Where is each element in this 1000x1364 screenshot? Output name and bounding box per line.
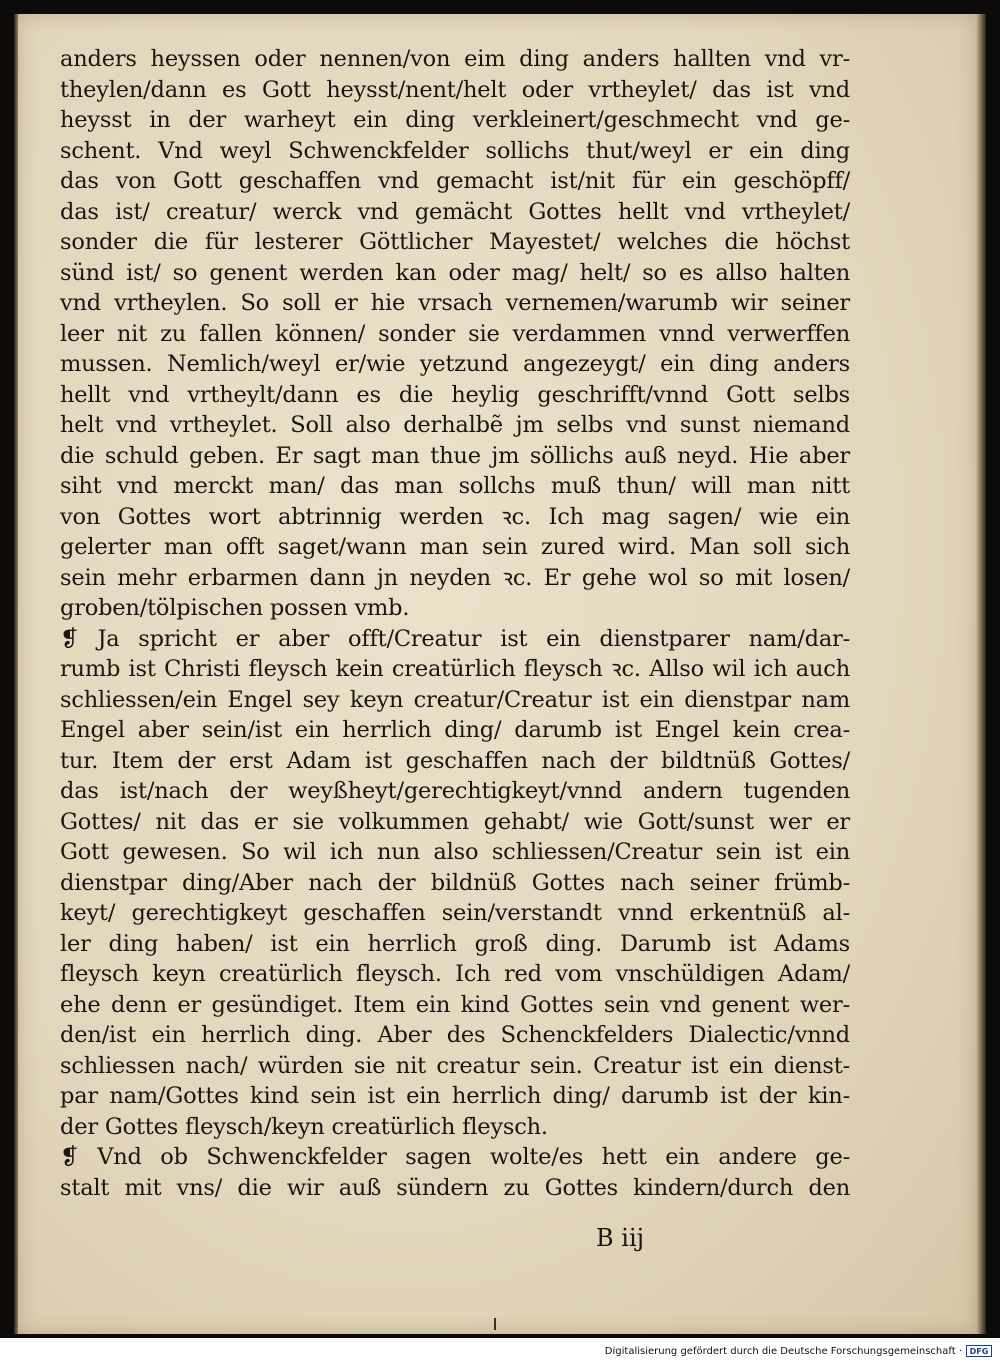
text-line: sonder die für lesterer Göttlicher Mayestet/ welches die höchst bbox=[60, 229, 850, 255]
gutter-mark bbox=[494, 1318, 496, 1330]
text-line: tur. Item der erst Adam ist geschaffen nach der bildtnüß Gottes/ bbox=[60, 747, 850, 774]
text-line: das ist/nach der weyßheyt/gerechtigkeyt/vnnd andern tugenden bbox=[60, 778, 850, 804]
text-line: par nam/Gottes kind sein ist ein herrlich ding/ darumb ist der kin- bbox=[60, 1083, 850, 1109]
text-line: ehe denn er gesündiget. Item ein kind Gottes sein vnd genent wer- bbox=[60, 991, 850, 1018]
text-line: Gottes/ nit das er sie volkummen gehabt/ wie Gott/sunst wer er bbox=[60, 808, 850, 835]
text-line: sein mehr erbarmen dann jn neyden ꝛc. Er gehe wol so mit losen/ bbox=[60, 564, 850, 591]
text-line: rumb ist Christi fleysch kein creatürlich fleysch ꝛc. Allso wil ich auch bbox=[60, 656, 850, 682]
text-body bbox=[60, 44, 850, 1203]
text-line: mussen. Nemlich/weyl er/wie yetzund angezeygt/ ein ding anders bbox=[60, 351, 850, 377]
text-line: schent. Vnd weyl Schwenckfelder sollichs thut/weyl er ein ding bbox=[60, 137, 850, 164]
text-line: sünd ist/ so genent werden kan oder mag/ helt/ so es allso halten bbox=[60, 259, 850, 286]
text-line: von Gottes wort abtrinnig werden ꝛc. Ich mag sagen/ wie ein bbox=[60, 503, 850, 530]
text-line: den/ist ein herrlich ding. Aber des Schenckfelders Dialectic/vnnd bbox=[60, 1022, 850, 1048]
text-line: groben/tölpischen possen vmb. bbox=[60, 595, 410, 621]
text-line: der Gottes fleysch/keyn creatürlich fleysch. bbox=[60, 1113, 548, 1140]
text-line: keyt/ gerechtigkeyt geschaffen sein/verstandt vnnd erkentnüß al- bbox=[60, 900, 850, 926]
text-line: dienstpar ding/Aber nach der bildnüß Gottes nach seiner frümb- bbox=[60, 869, 850, 896]
dfg-logo: DFG bbox=[966, 1345, 992, 1357]
text-line: heysst in der warheyt ein ding verkleinert/geschmecht vnd ge- bbox=[60, 107, 850, 133]
text-line: theylen/dann es Gott heysst/nent/helt oder vrtheylet/ das ist vnd bbox=[60, 76, 850, 103]
text-line: das ist/ creatur/ werck vnd gemächt Gottes hellt vnd vrtheylet/ bbox=[60, 198, 850, 225]
text-line: stalt mit vns/ die wir auß sündern zu Gottes kindern/durch den bbox=[60, 1174, 850, 1201]
text-line: anders heyssen oder nennen/von eim ding anders hallten vnd vr- bbox=[60, 46, 850, 72]
page-right-edge bbox=[976, 14, 986, 1334]
text-line: schliessen/ein Engel sey keyn creatur/Creatur ist ein dienstpar nam bbox=[60, 686, 850, 713]
text-line: siht vnd merckt man/ das man sollchs muß thun/ will man nitt bbox=[60, 473, 850, 499]
text-line: ❡ Ja spricht er aber offt/Creatur ist ein dienstparer nam/dar- bbox=[60, 625, 850, 652]
text-line: die schuld geben. Er sagt man thue jm söllichs auß neyd. Hie aber bbox=[60, 442, 850, 469]
text-line: leer nit zu fallen können/ sonder sie verdammen vnnd verwerffen bbox=[60, 320, 850, 347]
text-line: Engel aber sein/ist ein herrlich ding/ darumb ist Engel kein crea- bbox=[60, 717, 850, 743]
text-line: Gott gewesen. So wil ich nun also schliessen/Creatur sein ist ein bbox=[60, 839, 850, 865]
text-line: ❡ Vnd ob Schwenckfelder sagen wolte/es hett ein andere ge- bbox=[60, 1144, 850, 1170]
text-line: schliessen nach/ würden sie nit creatur sein. Creatur ist ein dienst- bbox=[60, 1052, 850, 1079]
text-line: fleysch keyn creatürlich fleysch. Ich red vom vnschüldigen Adam/ bbox=[60, 961, 850, 987]
signature-mark: B iij bbox=[596, 1224, 645, 1252]
text-line: vnd vrtheylen. So soll er hie vrsach vernemen/warumb wir seiner bbox=[60, 290, 850, 316]
text-line: gelerter man offt saget/wann man sein zured wird. Man soll sich bbox=[60, 534, 850, 560]
text-line: helt vnd vrtheylet. Soll also derhalbẽ jm selbs vnd sunst niemand bbox=[60, 412, 850, 438]
text-line: hellt vnd vrtheylt/dann es die heylig geschrifft/vnnd Gott selbs bbox=[60, 381, 850, 408]
text-line: das von Gott geschaffen vnd gemacht ist/nit für ein geschöpff/ bbox=[60, 168, 850, 194]
footer-credit: Digitalisierung gefördert durch die Deutsche Forschungsgemeinschaft · bbox=[604, 1346, 962, 1357]
footer-bar bbox=[0, 1338, 1000, 1364]
text-line: ler ding haben/ ist ein herrlich groß ding. Darumb ist Adams bbox=[60, 930, 850, 957]
